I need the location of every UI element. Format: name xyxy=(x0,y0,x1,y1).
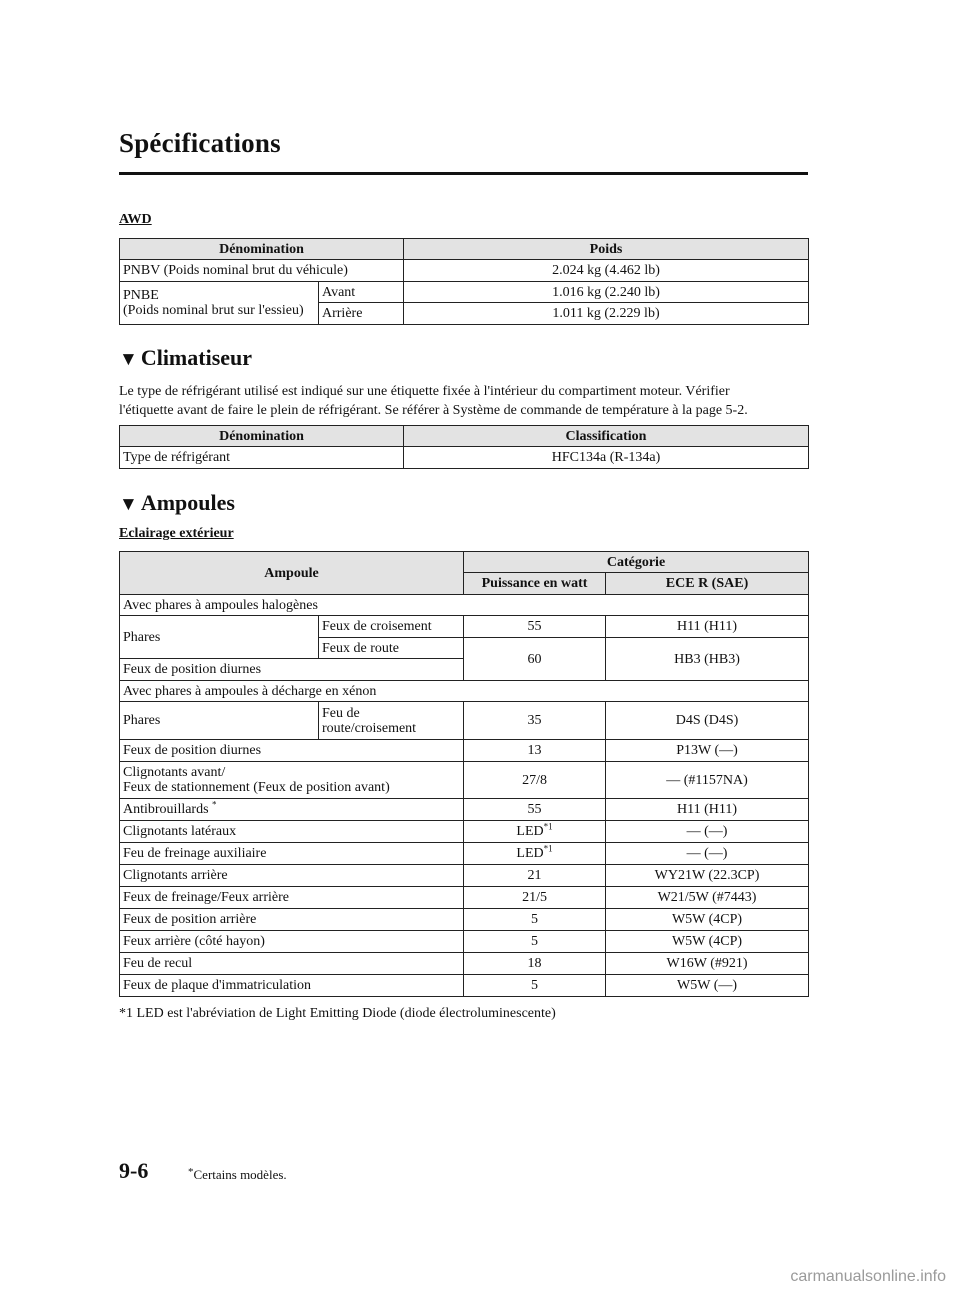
table-cell: Feux de croisement xyxy=(319,616,464,638)
table-cell: HFC134a (R-134a) xyxy=(404,447,809,469)
table-cell: P13W (―) xyxy=(606,740,809,762)
table-cell: Clignotants arrière xyxy=(120,865,464,887)
section-title-ampoules: ▼ Ampoules xyxy=(119,490,235,515)
table-cell: W21/5W (#7443) xyxy=(606,887,809,909)
footnote-ref: *1 xyxy=(543,843,553,854)
footnote-ref: *1 xyxy=(543,821,553,832)
climatiseur-paragraph: Le type de réfrigérant utilisé est indiqué sur une étiquette fixée à l'intérieur du compartiment moteur. Vérifier l'étiquette avant de faire le plein de réfrigérant. Se référer à Système de commande de température à la page 5-2. xyxy=(119,384,748,418)
table-cell: Feux de route xyxy=(319,638,464,659)
table-cell: PNBV (Poids nominal brut du véhicule) xyxy=(120,260,404,282)
table-cell: WY21W (22.3CP) xyxy=(606,865,809,887)
table-cell: Feux arrière (côté hayon) xyxy=(120,931,464,953)
table-header: Poids xyxy=(404,239,809,260)
table-cell: 1.011 kg (2.229 lb) xyxy=(404,303,809,325)
exterior-lighting-label: Eclairage extérieur xyxy=(119,526,234,541)
table-group-row: Avec phares à ampoules à décharge en xénon xyxy=(120,681,809,702)
table-cell: 5 xyxy=(464,931,606,953)
table-cell: D4S (D4S) xyxy=(606,702,809,740)
table-cell: Feux de plaque d'immatriculation xyxy=(120,975,464,997)
table-cell: Phares xyxy=(120,702,319,740)
table-cell: Feux de position arrière xyxy=(120,909,464,931)
table-cell: 21/5 xyxy=(464,887,606,909)
table-header: ECE R (SAE) xyxy=(606,573,809,595)
table-group-row: Avec phares à ampoules halogènes xyxy=(120,595,809,616)
star-icon: * xyxy=(188,1166,194,1178)
page-number: 9-6 xyxy=(119,1158,149,1183)
table-cell: W5W (4CP) xyxy=(606,931,809,953)
table-header: Classification xyxy=(404,426,809,447)
table-cell: Feu de route/croisement xyxy=(319,702,464,740)
awd-label: AWD xyxy=(119,212,152,227)
table-cell: ― (#1157NA) xyxy=(606,762,809,799)
table-cell: 1.016 kg (2.240 lb) xyxy=(404,282,809,303)
table-header: Ampoule xyxy=(120,552,464,595)
table-cell: Antibrouillards * xyxy=(120,799,464,821)
section-title-climatiseur: ▼ Climatiseur xyxy=(119,345,253,370)
table-cell: LED$^{*1}$ xyxy=(464,843,606,865)
table-cell: W5W (4CP) xyxy=(606,909,809,931)
table-cell: LED$^{*1}$ xyxy=(464,821,606,843)
table-cell: 60 xyxy=(464,638,606,681)
refrigerant-table xyxy=(119,425,809,469)
table-cell: 5 xyxy=(464,909,606,931)
table-cell: 2.024 kg (4.462 lb) xyxy=(404,260,809,282)
footnote: *1 LED est l'abréviation de Light Emitting Diode (diode électroluminescente) xyxy=(119,1006,556,1021)
table-header: Dénomination xyxy=(120,239,404,260)
table-header: Dénomination xyxy=(120,426,404,447)
awd-weight-table xyxy=(119,238,809,325)
table-cell: 55 xyxy=(464,616,606,638)
table-cell: Feux de position diurnes xyxy=(120,740,464,762)
watermark: carmanualsonline.info xyxy=(790,1268,946,1285)
table-cell: Arrière xyxy=(319,303,404,325)
table-cell: 5 xyxy=(464,975,606,997)
table-cell: 13 xyxy=(464,740,606,762)
table-cell: Feux de position diurnes xyxy=(120,659,464,681)
bulb-table xyxy=(119,551,809,997)
header-rule xyxy=(119,172,808,175)
table-cell: Feux de freinage/Feux arrière xyxy=(120,887,464,909)
table-cell: 35 xyxy=(464,702,606,740)
table-cell: ― (―) xyxy=(606,821,809,843)
table-cell: 21 xyxy=(464,865,606,887)
pnbe-line2: (Poids nominal brut sur l'essieu) xyxy=(123,303,304,318)
table-cell: Feu de recul xyxy=(120,953,464,975)
table-cell: ― (―) xyxy=(606,843,809,865)
table-cell: 27/8 xyxy=(464,762,606,799)
certain-models-note: *Certains modèles. xyxy=(188,1166,287,1182)
table-cell: 18 xyxy=(464,953,606,975)
table-header: Puissance en watt xyxy=(464,573,606,595)
triangle-down-icon: ▼ xyxy=(119,349,138,370)
certain-models-star: * xyxy=(212,799,217,810)
table-cell: Avant xyxy=(319,282,404,303)
table-header: Catégorie xyxy=(464,552,809,573)
table-cell: Feu de freinage auxiliaire xyxy=(120,843,464,865)
table-cell: W16W (#921) xyxy=(606,953,809,975)
page-title: Spécifications xyxy=(119,128,281,158)
triangle-down-icon: ▼ xyxy=(119,494,138,515)
table-cell: 55 xyxy=(464,799,606,821)
table-cell: H11 (H11) xyxy=(606,799,809,821)
table-cell: Clignotants latéraux xyxy=(120,821,464,843)
table-cell: Clignotants avant/ Feux de stationnement (Feux de position avant) xyxy=(120,762,464,799)
table-cell: Phares xyxy=(120,616,319,659)
table-cell xyxy=(120,282,319,325)
table-cell: H11 (H11) xyxy=(606,616,809,638)
table-cell: Type de réfrigérant xyxy=(120,447,404,469)
table-cell: HB3 (HB3) xyxy=(606,638,809,681)
pnbe-line1: PNBE xyxy=(123,288,159,303)
table-cell: W5W (―) xyxy=(606,975,809,997)
